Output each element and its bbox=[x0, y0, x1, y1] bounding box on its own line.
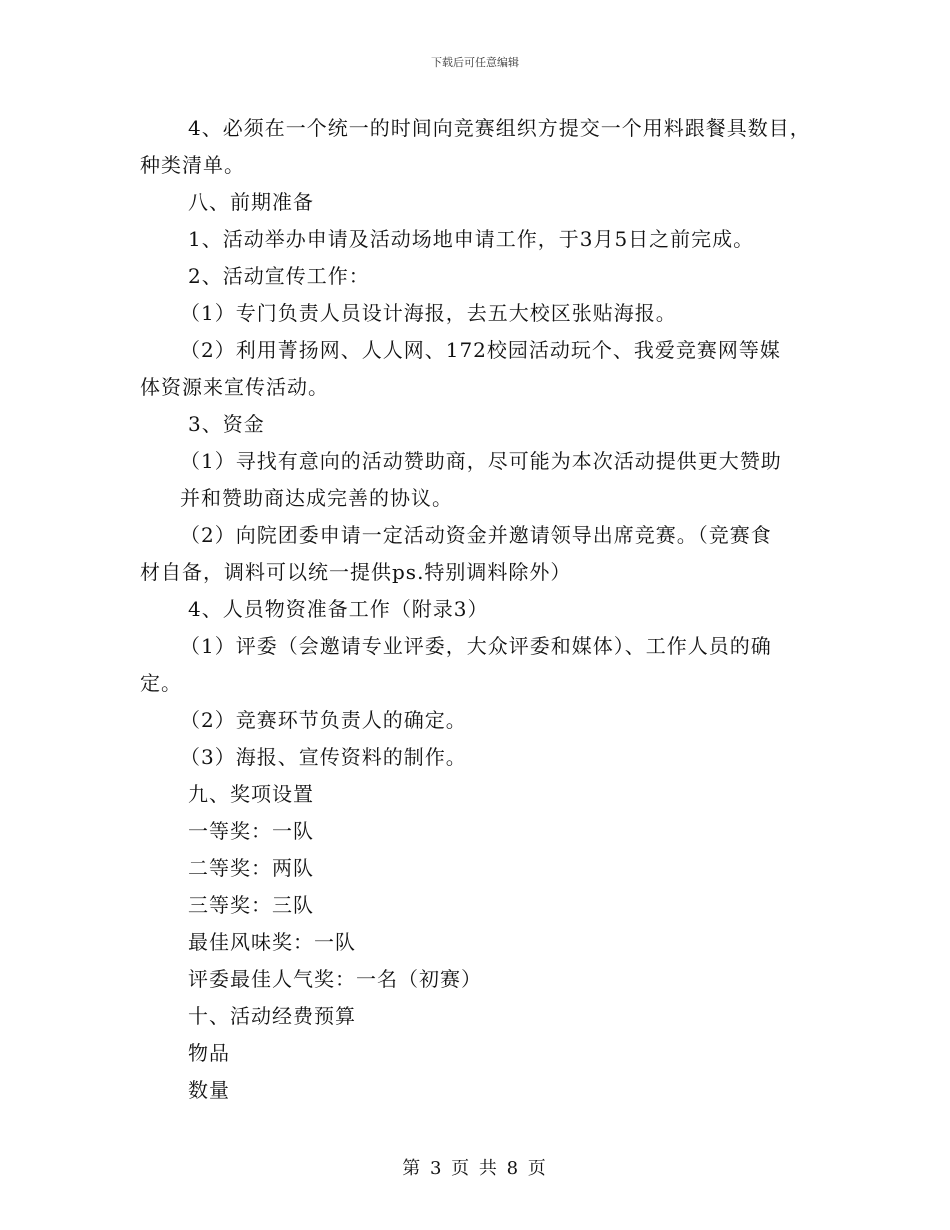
paragraph-line: （2）利用菁扬网、人人网、172校园活动玩个、我爱竞赛网等媒 bbox=[180, 338, 781, 362]
paragraph-line: 种类清单。 bbox=[140, 153, 245, 177]
award-item: 三等奖：三队 bbox=[188, 893, 314, 917]
budget-column-label: 数量 bbox=[188, 1078, 230, 1102]
paragraph-line: （1）专门负责人员设计海报，去五大校区张贴海报。 bbox=[180, 301, 677, 325]
section-heading-9: 九、奖项设置 bbox=[188, 782, 314, 806]
paragraph-line: 定。 bbox=[140, 671, 182, 695]
paragraph-line: （3）海报、宣传资料的制作。 bbox=[180, 745, 467, 769]
award-item: 二等奖：两队 bbox=[188, 856, 314, 880]
section-heading-8: 八、前期准备 bbox=[188, 190, 314, 214]
page-number-footer: 第 3 页 共 8 页 bbox=[402, 1158, 548, 1179]
paragraph-line: （1）评委（会邀请专业评委，大众评委和媒体）、工作人员的确 bbox=[180, 634, 772, 658]
award-item: 一等奖：一队 bbox=[188, 819, 314, 843]
paragraph-line: 材自备，调料可以统一提供ps.特别调料除外） bbox=[140, 560, 572, 584]
section-heading-10: 十、活动经费预算 bbox=[188, 1004, 356, 1028]
paragraph-line: 3、资金 bbox=[188, 412, 265, 436]
paragraph-line: 4、必须在一个统一的时间向竞赛组织方提交一个用料跟餐具数目， bbox=[188, 116, 811, 140]
budget-column-label: 物品 bbox=[188, 1041, 230, 1065]
paragraph-line: （2）向院团委申请一定活动资金并邀请领导出席竞赛。（竞赛食 bbox=[180, 523, 772, 547]
award-item: 评委最佳人气奖：一名（初赛） bbox=[188, 967, 482, 991]
page-header-note: 下载后可任意编辑 bbox=[431, 56, 519, 69]
paragraph-line: （1）寻找有意向的活动赞助商，尽可能为本次活动提供更大赞助 bbox=[180, 449, 782, 473]
paragraph-line: （2）竞赛环节负责人的确定。 bbox=[180, 708, 467, 732]
paragraph-line: 体资源来宣传活动。 bbox=[140, 375, 329, 399]
paragraph-line: 1、活动举办申请及活动场地申请工作，于3月5日之前完成。 bbox=[188, 227, 755, 251]
paragraph-line: 2、活动宣传工作： bbox=[188, 264, 370, 288]
paragraph-line: 并和赞助商达成完善的协议。 bbox=[180, 486, 453, 510]
paragraph-line: 4、人员物资准备工作（附录3） bbox=[188, 597, 489, 621]
document-body bbox=[140, 110, 810, 1109]
award-item: 最佳风味奖：一队 bbox=[188, 930, 356, 954]
